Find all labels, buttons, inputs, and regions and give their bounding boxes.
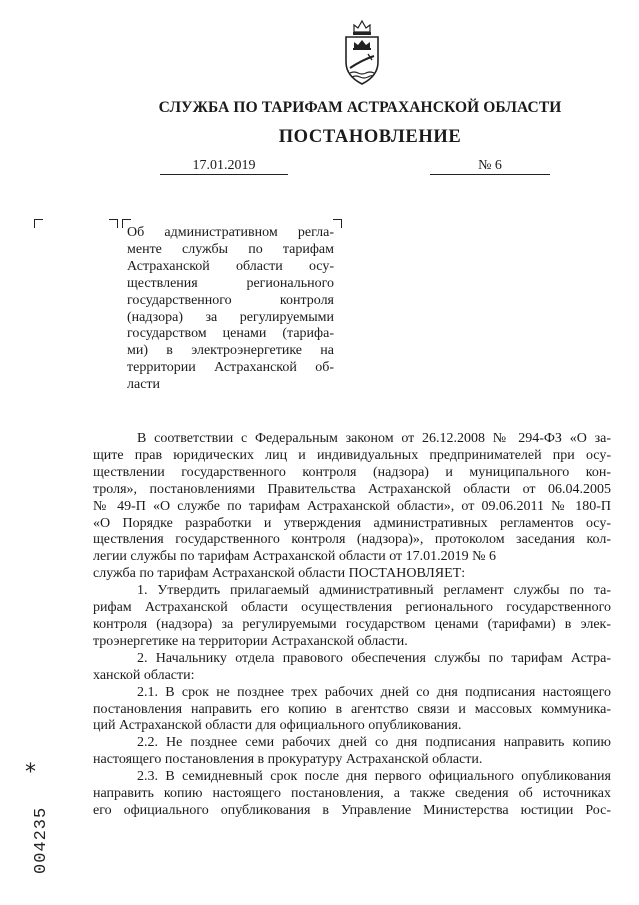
subject-line: ми) в электроэнергетике на bbox=[127, 343, 334, 359]
body-line: 2. Начальнику отдела правового обеспечения службы по тарифам Астра- bbox=[137, 650, 611, 666]
stamp-number: 004235 bbox=[32, 806, 51, 874]
subject-line: Астраханской области осу- bbox=[127, 258, 334, 274]
body-line: ществлении государственного контроля (надзора) и муниципального кон- bbox=[93, 464, 611, 480]
subject-line: территории Астраханской об- bbox=[127, 360, 334, 376]
body-line: ций Астраханской области для официального опубликования. bbox=[93, 718, 462, 734]
body-line: 2.1. В срок не позднее трех рабочих дней со дня подписания настоящего bbox=[137, 684, 611, 700]
body-line: направить копию настоящего постановления, а также сведения об источниках bbox=[93, 786, 611, 802]
body-line: «О Порядке разработки и утверждения административных регламентов осу- bbox=[93, 515, 611, 531]
body-line: легии службы по тарифам Астраханской области от 17.01.2019 № 6 bbox=[93, 549, 496, 565]
body-line: ществления государственного контроля (надзора)», протоколом заседания кол- bbox=[93, 532, 611, 548]
document-number: № 6 bbox=[430, 157, 550, 175]
body-line: ханской области: bbox=[93, 667, 195, 683]
body-line: настоящего постановления в прокуратуру Астраханской области. bbox=[93, 752, 483, 768]
body-line: служба по тарифам Астраханской области ПОСТАНОВЛЯЕТ: bbox=[93, 566, 466, 582]
document-subject bbox=[127, 225, 334, 394]
subject-line: ществления регионального bbox=[127, 275, 334, 291]
bracket-corner-top-right bbox=[333, 219, 342, 228]
document-body bbox=[93, 431, 611, 820]
subject-line: ласти bbox=[127, 377, 161, 393]
body-line: его официального опубликования в Управление Министерства юстиции Рос- bbox=[93, 802, 611, 818]
coat-of-arms-emblem bbox=[340, 18, 384, 88]
body-line: контроля (надзора) за регулируемыми государством ценами (тарифами) в элек- bbox=[93, 616, 611, 632]
body-line: 2.2. Не позднее семи рабочих дней со дня подписания направить копию bbox=[137, 735, 611, 751]
document-date: 17.01.2019 bbox=[160, 157, 288, 175]
subject-line: государством ценами (тарифа- bbox=[127, 326, 334, 342]
subject-line: Об административном регла- bbox=[127, 225, 334, 240]
body-line: В соответствии с Федеральным законом от 26.12.2008 № 294-ФЗ «О за- bbox=[137, 431, 611, 446]
body-line: 2.3. В семидневный срок после дня первого официального опубликования bbox=[137, 769, 611, 785]
subject-line: (надзора) за регулируемыми bbox=[127, 309, 334, 325]
body-line: № 49-П «О службе по тарифам Астраханской области», от 09.06.2011 № 180-П bbox=[93, 498, 611, 514]
subject-line: менте службы по тарифам bbox=[127, 241, 334, 257]
document-title: ПОСТАНОВЛЕНИЕ bbox=[278, 127, 462, 147]
body-line: постановления направить его копию в агентство связи и массовых коммуника- bbox=[93, 701, 611, 717]
body-line: 1. Утвердить прилагаемый административный регламент службы по та- bbox=[137, 583, 611, 599]
agency-name: СЛУЖБА ПО ТАРИФАМ АСТРАХАНСКОЙ ОБЛАСТИ bbox=[158, 99, 562, 116]
stamp-star: * bbox=[25, 760, 36, 785]
subject-line: государственного контроля bbox=[127, 292, 334, 308]
body-line: щите прав юридических лиц и индивидуальных предпринимателей при осу- bbox=[93, 447, 611, 463]
bracket-corner-top-left bbox=[34, 219, 43, 228]
body-line: троля», постановлениями Правительства Астраханской области от 06.04.2005 bbox=[93, 481, 611, 497]
body-line: троэнергетике на территории Астраханской области. bbox=[93, 633, 408, 649]
bracket-corner-inner-right bbox=[109, 219, 118, 228]
body-line: рифам Астраханской области осуществления регионального государственного bbox=[93, 600, 611, 616]
